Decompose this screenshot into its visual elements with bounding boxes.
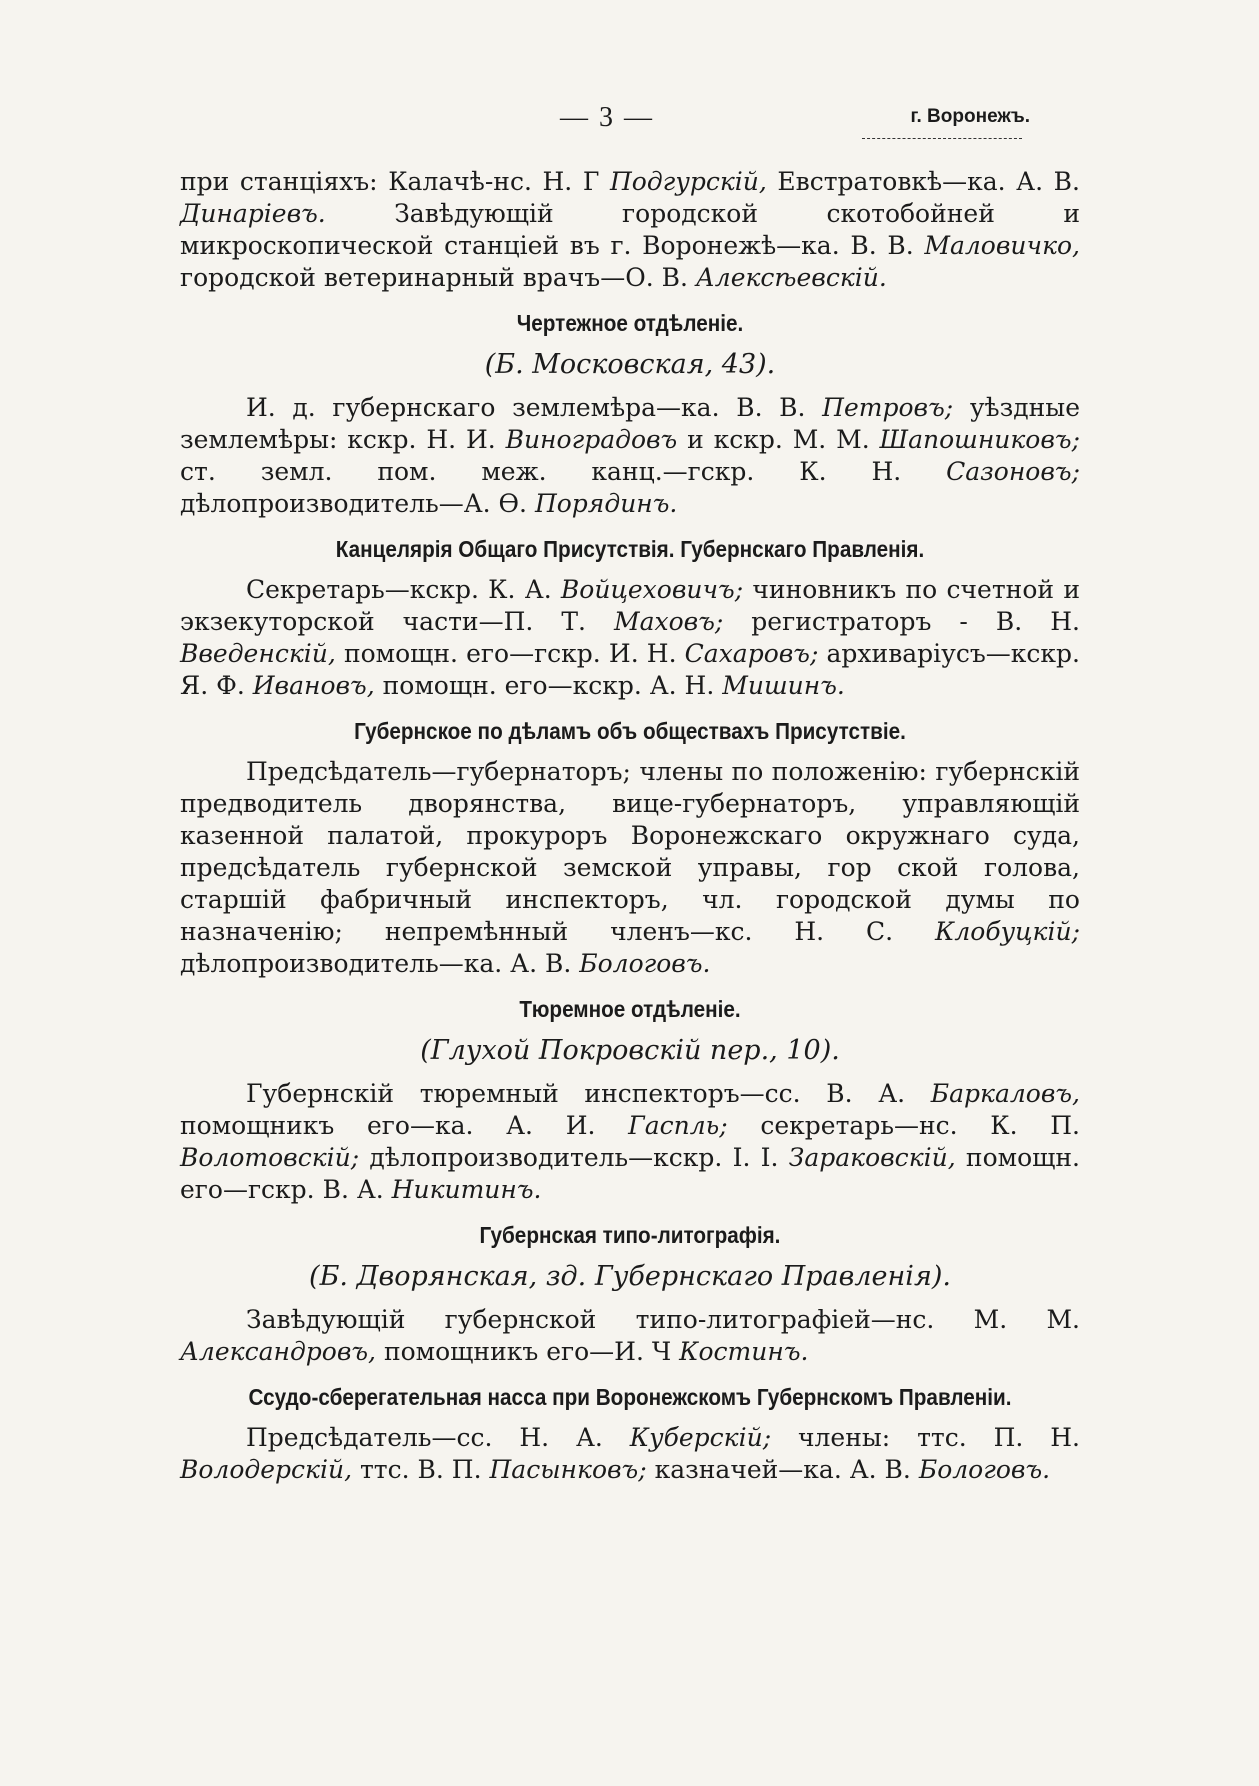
section-address-printing: (Б. Дворянская, зд. Губернскаго Правленія).	[309, 1261, 951, 1292]
intro-paragraph	[180, 166, 1080, 294]
name-italic: Александровъ,	[180, 1337, 377, 1366]
name-italic: Баркаловъ,	[930, 1079, 1080, 1108]
section-paragraph-drafting	[180, 392, 1080, 520]
text-run: И. д. губернскаго землемѣра—ка. В. В.	[246, 393, 823, 422]
text-run: уѣздные землемѣры: кскр. Н. И.	[180, 393, 1080, 454]
text-run: регистраторъ - В. Н.	[723, 607, 1080, 636]
name-italic: Бологовъ.	[918, 1455, 1051, 1484]
name-italic: Никитинъ.	[391, 1175, 542, 1204]
name-italic: Ивановъ,	[252, 671, 375, 700]
name-italic: Войцеховичъ;	[560, 575, 744, 604]
text-run: ттс. В. П.	[352, 1455, 490, 1484]
section-paragraph-savings	[180, 1422, 1080, 1486]
name-italic: Петровъ;	[822, 393, 954, 422]
name-italic: Сахаровъ;	[684, 639, 819, 668]
section-address-prison: (Глухой Покровскій пер., 10).	[420, 1035, 840, 1066]
section-paragraph-chancellery	[180, 574, 1080, 702]
name-italic: Волотовскій;	[180, 1143, 360, 1172]
section-address-drafting: (Б. Московская, 43).	[484, 349, 776, 380]
text-run: Завѣдующій губернской типо-литографіей—нс. М. М.	[246, 1305, 1080, 1334]
name-italic: Зараковскій,	[788, 1143, 956, 1172]
header-rule	[862, 138, 1022, 139]
name-italic: Маховъ;	[613, 607, 724, 636]
name-italic: Володерскій,	[180, 1455, 353, 1484]
section-title-savings: Ссудо-сберегательная насса при Воронежскомъ Губернскомъ Правленіи.	[248, 1384, 1012, 1410]
running-title: г. Воронежъ.	[910, 106, 1030, 127]
name-italic: Подгурскій,	[609, 167, 767, 196]
text-run: казначей—ка. А. В.	[646, 1455, 919, 1484]
text-run: Секретарь—кскр. К. А.	[246, 575, 561, 604]
name-italic: Алексѣевскій.	[695, 263, 887, 292]
text-run: чиновникъ по счетной и экзекуторской части—П. Т.	[180, 575, 1080, 636]
text-run: и кскр. М. М.	[677, 425, 880, 454]
name-italic: Клобуцкій;	[935, 917, 1080, 946]
text-run: помощникъ его—И. Ч	[376, 1337, 680, 1366]
text-run: городской ветеринарный врачъ—О. В.	[180, 263, 696, 292]
text-run: члены: ттс. П. Н.	[771, 1423, 1081, 1452]
name-italic: Порядинъ.	[534, 489, 678, 518]
page-header	[560, 102, 1040, 142]
text-run: помощникъ его—ка. А. И.	[180, 1111, 629, 1140]
name-italic: Введенскій,	[180, 639, 336, 668]
name-italic: Бологовъ.	[579, 949, 711, 978]
section-title-chancellery: Канцелярія Общаго Присутствія. Губернскаго Правленія.	[335, 536, 925, 562]
section-title-printing: Губернская типо-литографія.	[479, 1222, 781, 1248]
text-run: Предсѣдатель—губернаторъ; члены по положенію: губернскій предводитель дворянства, вице-губернаторъ, управляющій казенной палатой, прокуроръ Воронежскаго окружнаго суда, предсѣдатель губернской земской управы, гор ской голова, старшій фабричный инспекторъ, чл. городской думы по назначенію; непремѣнный членъ—кс. Н. С.	[180, 757, 1080, 946]
section-paragraph-prison	[180, 1078, 1080, 1206]
text-run: помощн. его—гскр. В. А.	[180, 1143, 1080, 1204]
name-italic: Сазоновъ;	[946, 457, 1080, 486]
text-run: Евстратовкѣ—ка. А. В.	[766, 167, 1080, 196]
text-run: ст. земл. пом. меж. канц.—гскр. К. Н.	[180, 457, 947, 486]
name-italic: Костинъ.	[679, 1337, 809, 1366]
name-italic: Мишинъ.	[722, 671, 845, 700]
name-italic: Виноградовъ	[505, 425, 678, 454]
section-title-societies: Губернское по дѣламъ объ обществахъ Присутствіе.	[354, 718, 906, 744]
body-text	[180, 166, 1080, 1498]
text-run: архиваріусъ—кскр. Я. Ф.	[180, 639, 1080, 700]
section-paragraph-printing	[180, 1304, 1080, 1368]
text-run: дѣлопроизводитель—кскр. І. І.	[359, 1143, 789, 1172]
section-title-prison: Тюремное отдѣленіе.	[519, 996, 741, 1022]
text-run: дѣлопроизводитель—А. Ѳ.	[180, 489, 535, 518]
name-italic: Маловичко,	[924, 231, 1080, 260]
text-run: помощн. его—гскр. И. Н.	[335, 639, 685, 668]
page-number: — 3 —	[560, 102, 654, 133]
name-italic: Гаспль;	[628, 1111, 728, 1140]
text-run: дѣлопроизводитель—ка. А. В.	[180, 949, 580, 978]
name-italic: Пасынковъ;	[489, 1455, 647, 1484]
section-paragraph-societies	[180, 756, 1080, 980]
text-run: помощн. его—кскр. А. Н.	[374, 671, 723, 700]
name-italic: Шапошниковъ;	[879, 425, 1080, 454]
text-run: Губернскій тюремный инспекторъ—сс. В. А.	[246, 1079, 931, 1108]
text-run: секретарь—нс. К. П.	[727, 1111, 1080, 1140]
text-run: Завѣдующій городской скотобойней и микроскопической станціей въ г. Воронежѣ—ка. В. В.	[180, 199, 1080, 260]
name-italic: Динарiевъ.	[180, 199, 326, 228]
text-run: при станціяхъ: Калачѣ-нс. Н. Г	[180, 167, 610, 196]
text-run: Предсѣдатель—сс. Н. А.	[246, 1423, 630, 1452]
name-italic: Куберскій;	[629, 1423, 772, 1452]
section-title-drafting: Чертежное отдѣленіе.	[516, 310, 744, 336]
